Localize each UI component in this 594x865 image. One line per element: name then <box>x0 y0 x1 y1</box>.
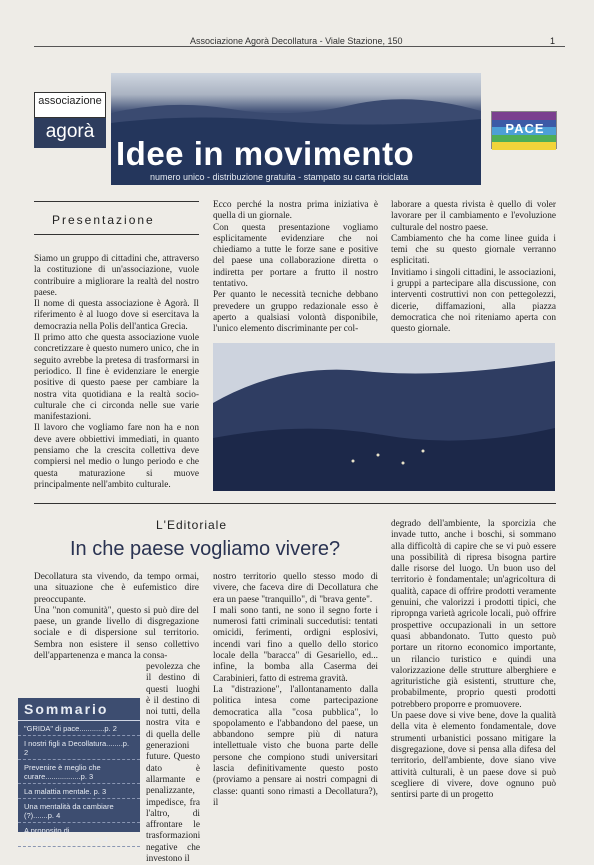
sommario-item[interactable]: Prevenire è meglio che curare.................p. 3 <box>18 760 140 784</box>
logo-bottom-text: agorà <box>34 118 106 148</box>
pace-flag <box>491 111 557 149</box>
editoriale-col1-top <box>34 572 199 662</box>
logo-top-text: associazione <box>34 92 106 118</box>
editoriale-col1-side: pevolezza che il destino di questi luoghi è il destino di noi tutti, della nostra vita e di quella delle generazioni future. Questo dato è allarmante e penalizzante, impedisce, fra l'altro, di affrontare le trasformazioni negative che investono il <box>146 662 201 865</box>
paragraph: Per quanto le necessità tecniche debbano prevedere un gruppo redazionale esso è aperto a qualsiasi volontà disponibile, l'unico elemento discriminante per col- <box>213 290 378 335</box>
page-number: 1 <box>550 36 556 46</box>
paragraph: Cambiamento che ha come linee guida i temi che su questo giornale verranno esplicitati. <box>391 233 556 267</box>
paragraph: Il nome di questa associazione è Agorà. Il riferimento è al luogo dove si esercitava la democrazia nella Polis dell'antica Grecia. <box>34 299 199 332</box>
paragraph: Decollatura sta vivendo, da tempo ormai, una situazione che è eufemistico dire preoccupante. <box>34 572 199 605</box>
sommario-item[interactable]: Una mentalità da cambiare (?).......p. 4 <box>18 799 140 823</box>
sommario-item[interactable]: "GRIDA" di pace............p. 2 <box>18 721 140 736</box>
presentazione-heading: Presentazione <box>52 213 155 227</box>
sommario-box <box>18 698 140 844</box>
pace-label: PACE <box>505 121 545 136</box>
header-text: Associazione Agorà Decollatura - Viale Stazione, 150 <box>190 36 403 46</box>
paragraph: La "distrazione", l'allontanamento dalla politica intesa come partecipazione democratica alla "cosa pubblica", lo spopolamento e l'abbandono del paese, un abbandono sempre più di natura intellettuale visto che buona parte delle persone che compiono studi universitari lascia definitivamente questo posto (proviamo a pensare ai nostri compagni di classe: quanti sono rimasti a Decollatura?), il <box>213 684 378 808</box>
paragraph: nostro territorio quello stesso modo di vivere, che faceva dire di Decollatura che era un paese "tranquillo", di "brava gente". <box>213 572 378 605</box>
paragraph: Il lavoro che vogliamo fare non ha e non deve avere obbiettivi immediati, in quanto pensiamo che la crescita collettiva deve compiersi nel medio o lungo periodo e che questa maturazione si muove principalmente nell'ambito culturale. <box>34 423 199 490</box>
paragraph: Una "non comunità", questo si può dire del paese, un grande livello di disgregazione sociale e di dispersione sul territorio. Sembra non esistere il senso collettivo dell'appartenenza e manca la consa- <box>34 605 199 662</box>
presentazione-col3 <box>391 200 556 336</box>
sommario-item[interactable]: A proposito di Agricoltura.................p. 4 <box>18 823 140 847</box>
header-rule <box>34 46 565 47</box>
paragraph: Siamo un gruppo di cittadini che, attraverso la costituzione di un'associazione, vuole contribuire a migliorare la realtà del nostro paese. <box>34 254 199 298</box>
masthead-title: Idee in movimento <box>116 135 415 172</box>
agora-logo <box>34 92 106 164</box>
sommario-heading: Sommario <box>18 698 140 721</box>
hills-silhouette <box>111 95 481 135</box>
sommario-item[interactable]: I nostri figli a Decollatura........p. 2 <box>18 736 140 760</box>
paragraph: I mali sono tanti, ne sono il segno forte i numerosi fatti criminali succedutisi: tentati omicidi, ferimenti, ordigni esplosivi, incendi vari fino a quello dello storico locale della "baracca" di Gesariello, ed... infine, la bomba alla Caserma dei Carabinieri, fatto di estrema gravità. <box>213 605 378 684</box>
presentazione-col1 <box>34 254 199 491</box>
editoriale-col2 <box>213 572 378 809</box>
section-rule <box>34 503 556 504</box>
presentazione-col2 <box>213 200 378 336</box>
paragraph: Ecco perché la nostra prima iniziativa è quella di un giornale. <box>213 200 378 222</box>
sommario-item[interactable]: La malattia mentale. p. 3 <box>18 784 140 799</box>
paragraph: degrado dell'ambiente, la sporcizia che invade tutto, anche i boschi, si sommano alla difficoltà di capire che se vi può essere una possibilità di ripresa bisogna partire dalle risorse del luogo. Un buon uso del territorio è fondamentale; un'agricoltura di qualità, capace di offrire prodotti veramente genuini, che valorizzi i prodotti tipici, che ripropnga varietà agricole locali, può offrire prospettive occupazionali in un settore quasi abbandonato. Tutto questo può portare un ritorno economico importante, un rilancio turistico e quindi una valorizzazione delle strutture alberghiere e agrituristiche già esistenti, strutture che, probabilmente, proprio questi prodotti potrebbero proporre e promuovere. <box>391 519 556 710</box>
editoriale-col3 <box>391 519 556 801</box>
editoriale-title: In che paese vogliamo vivere? <box>70 538 341 560</box>
mountain-photo <box>213 343 555 491</box>
paragraph: Invitiamo i singoli cittadini, le associazioni, i gruppi a partecipare alla discussione, con interventi costruttivi non con pettegolezzi, dicerie, diffamazioni, alla piazza democratica che noi riteniamo aperta con questo giornale. <box>391 267 556 335</box>
paragraph: Con questa presentazione vogliamo esplicitamente evidenziare che noi chiediamo a tutte le forze sane e positive del paese una collaborazione diretta o indiretta per portare a frutto il nostro tentativo. <box>213 222 378 290</box>
editoriale-heading: L'Editoriale <box>156 518 227 532</box>
section-rule <box>34 201 199 202</box>
paragraph: laborare a questa rivista è quello di voler lavorare per il cambiamento e l'evoluzione culturale del nostro paese. <box>391 200 556 233</box>
paragraph: Il primo atto che questa associazione vuole concretizzare è questo numero unico, che in seguito avrebbe la pretesa di trasformarsi in periodico. Il fine è evidenziare le energie positive di questo paese per cambiare la nostra vita quotidiana e la realtà socio-culturale che ci circonda nelle sue varie manifestazioni. <box>34 333 199 423</box>
section-rule <box>34 234 199 235</box>
paragraph: Un paese dove si vive bene, dove la qualità della vita è elemento fondamentale, dove strumenti urbanistici possano mitigare la disgregazione, dove si pensa alla difesa del territorio, dell'ambiente, dove siano vive attività culturali, è un paese dove si può scegliere di vivere, dove ognuno può sentirsi parte di un progetto <box>391 711 556 801</box>
masthead-subtitle: numero unico - distribuzione gratuita - stampato su carta riciclata <box>150 172 409 182</box>
mountain-illustration <box>213 343 555 491</box>
